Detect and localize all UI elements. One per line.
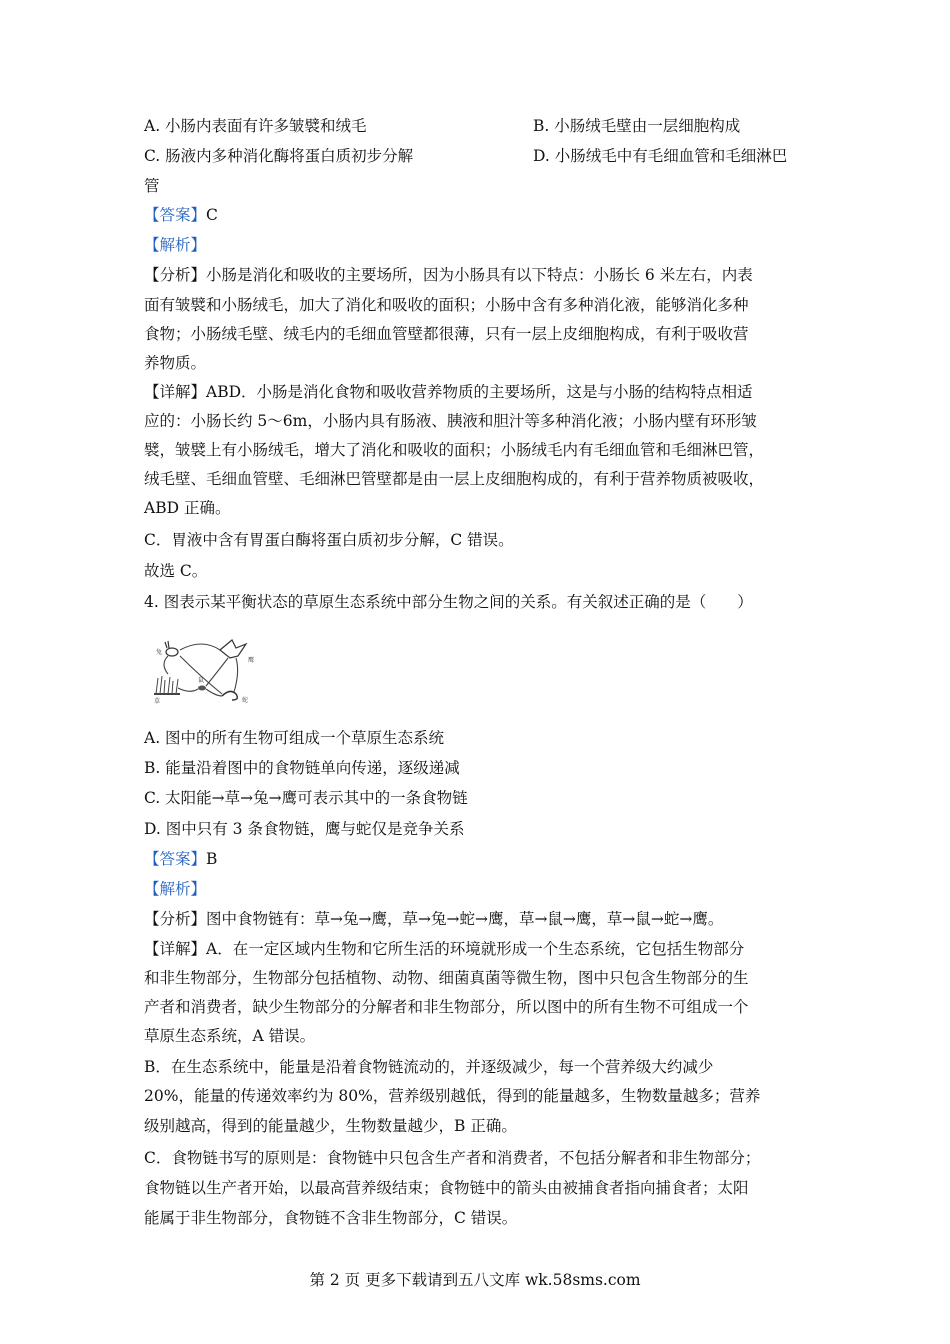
q4-analysis-line: 【分析】图中食物链有：草→兔→鹰，草→兔→蛇→鹰，草→鼠→鹰，草→鼠→蛇→鹰。: [144, 910, 724, 928]
rabbit-illustration: [165, 641, 178, 656]
figure-label-mouse: 鼠: [198, 677, 205, 684]
q4-analysis-line: 产者和消费者，缺少生物部分的分解者和非生物部分，所以图中的所有生物不可组成一个: [144, 998, 749, 1016]
q4-analysis-line: 级别越高，得到的能量越少，生物数量越少，B 正确。: [144, 1117, 517, 1135]
q4-analysis-line: 能属于非生物部分，食物链不含非生物部分，C 错误。: [144, 1209, 518, 1227]
q3-analysis-line: 故选 C。: [144, 562, 208, 580]
q4-option-d: D. 图中只有 3 条食物链，鹰与蛇仅是竞争关系: [144, 820, 465, 838]
q4-option-c: C. 太阳能→草→兔→鹰可表示其中的一条食物链: [144, 789, 468, 807]
q4-analysis-line: 20%，能量的传递效率约为 80%，营养级别越低，得到的能量越多，生物数量越多；营养: [144, 1087, 761, 1105]
q4-analysis-tag: 【解析】: [144, 880, 207, 898]
page-footer: 第 2 页 更多下载请到五八文库 wk.58sms.com: [309, 1271, 641, 1289]
q4-analysis-line: B．在生态系统中，能量是沿着食物链流动的，并逐级减少，每一个营养级大约减少: [144, 1058, 714, 1076]
eagle-illustration: [220, 640, 246, 658]
q4-option-b: B. 能量沿着图中的食物链单向传递，逐级递减: [144, 759, 460, 777]
figure-label-rabbit: 兔: [156, 649, 163, 656]
food-web-figure: [150, 636, 260, 706]
q3-option-d: D. 小肠绒毛中有毛细血管和毛细淋巴: [533, 147, 788, 165]
q4-stem: 4. 图表示某平衡状态的草原生态系统中部分生物之间的关系。有关叙述正确的是（ ）: [144, 593, 753, 611]
q4-analysis-line: 食物链以生产者开始，以最高营养级结束；食物链中的箭头由被捕食者指向捕食者；太阳: [144, 1179, 749, 1197]
q3-analysis-tag: 【解析】: [144, 236, 207, 254]
snake-illustration: [222, 691, 237, 700]
answer-value: C: [206, 206, 218, 224]
q3-option-a: A. 小肠内表面有许多皱襞和绒毛: [144, 117, 367, 135]
q4-analysis-line: 和非生物部分，生物部分包括植物、动物、细菌真菌等微生物，图中只包含生物部分的生: [144, 969, 749, 987]
answer-value: B: [206, 850, 218, 868]
q3-analysis-line: C．胃液中含有胃蛋白酶将蛋白质初步分解，C 错误。: [144, 531, 514, 549]
q3-option-b: B. 小肠绒毛壁由一层细胞构成: [533, 117, 741, 135]
q4-analysis-line: 【详解】A．在一定区域内生物和它所生活的环境就形成一个生态系统，它包括生物部分: [144, 940, 745, 958]
figure-label-eagle: 鹰: [248, 657, 255, 664]
q3-analysis-line: 养物质。: [144, 354, 207, 372]
q3-analysis-line: 襞，皱襞上有小肠绒毛，增大了消化和吸收的面积；小肠绒毛内有毛细血管和毛细淋巴管，: [144, 441, 765, 459]
q4-analysis-line: 草原生态系统，A 错误。: [144, 1027, 316, 1045]
q3-analysis-line: 【详解】ABD．小肠是消化食物和吸收营养物质的主要场所，这是与小肠的结构特点相适: [144, 383, 753, 401]
q3-analysis-line: 面有皱襞和小肠绒毛，加大了消化和吸收的面积；小肠中含有多种消化液，能够消化多种: [144, 296, 749, 314]
q3-analysis-line: 绒毛壁、毛细血管壁、毛细淋巴管壁都是由一层上皮细胞构成的，有利于营养物质被吸收，: [144, 470, 765, 488]
answer-tag: 【答案】: [144, 206, 207, 224]
q3-option-c: C. 肠液内多种消化酶将蛋白质初步分解: [144, 147, 414, 165]
q3-analysis-line: 【分析】小肠是消化和吸收的主要场所，因为小肠具有以下特点：小肠长 6 米左右，内表: [144, 266, 753, 284]
q3-analysis-line: 食物；小肠绒毛壁、绒毛内的毛细血管壁都很薄，只有一层上皮细胞构成，有利于吸收营: [144, 325, 749, 343]
q3-option-d-continued: 管: [144, 177, 160, 195]
answer-tag: 【答案】: [144, 850, 207, 868]
q4-option-a: A. 图中的所有生物可组成一个草原生态系统: [144, 729, 445, 747]
figure-label-snake: 蛇: [242, 697, 249, 704]
q3-analysis-line: 应的：小肠长约 5～6m，小肠内具有肠液、胰液和胆汁等多种消化液；小肠内壁有环形皱: [144, 412, 757, 430]
q3-analysis-line: ABD 正确。: [144, 499, 231, 517]
grass-illustration: [154, 676, 180, 694]
q4-answer: [144, 849, 217, 869]
q3-answer: [144, 205, 218, 225]
q4-analysis-line: C．食物链书写的原则是：食物链中只包含生产者和消费者，不包括分解者和非生物部分；: [144, 1149, 761, 1167]
food-web-drawing: [150, 636, 260, 706]
figure-label-grass: 草: [154, 698, 161, 705]
mouse-illustration: [198, 686, 206, 691]
